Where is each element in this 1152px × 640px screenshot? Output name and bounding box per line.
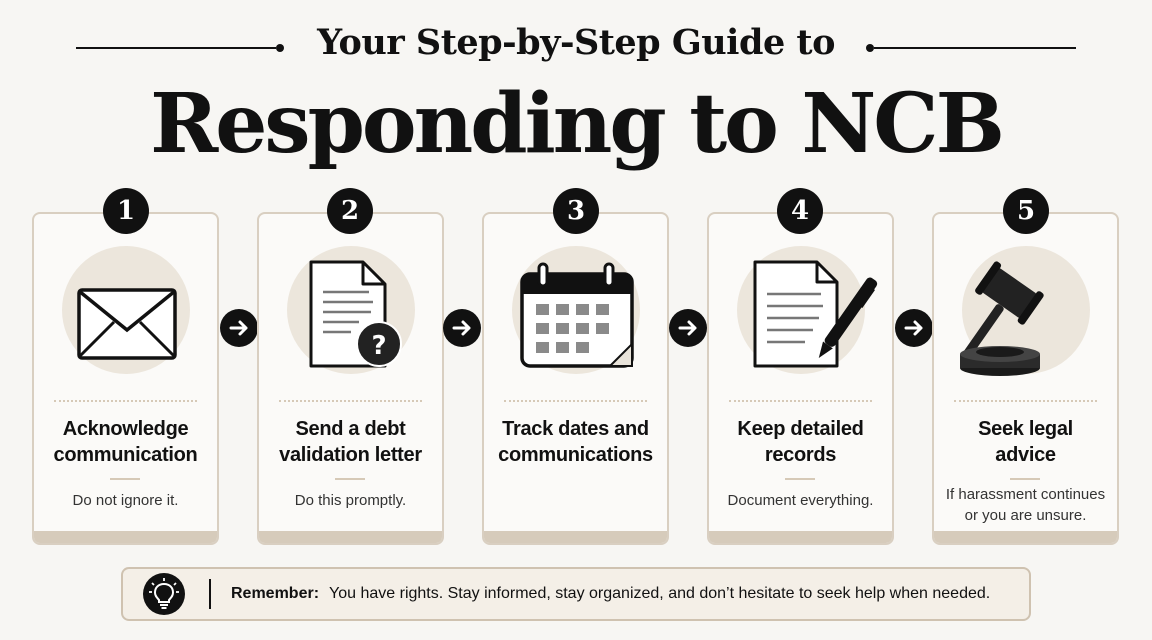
calendar-icon: [484, 244, 667, 384]
step-title: Keep detailed records: [737, 418, 864, 466]
step-note: If harassment continues or you are unsure.: [945, 486, 1106, 524]
reminder-text: You have rights. Stay informed, stay organized, and don’t hesitate to seek help when needed.: [329, 585, 991, 602]
reminder-label: Remember:: [231, 585, 320, 602]
step-note: Do this promptly.: [294, 492, 407, 509]
title-underline: [335, 478, 365, 480]
step-title: Acknowledge communication: [53, 418, 198, 466]
dotted-divider: [729, 400, 872, 402]
dotted-divider: [279, 400, 422, 402]
page-title: Responding to NCB: [150, 76, 1002, 172]
reminder-divider: [209, 579, 211, 609]
step-title: Send a debt validation letter: [279, 418, 422, 466]
card-footer-bar: [934, 531, 1117, 543]
dotted-divider: [54, 400, 197, 402]
card-footer-bar: [709, 531, 892, 543]
step-number-badge-2: 2: [327, 188, 373, 234]
envelope-icon: [34, 244, 217, 384]
step-card-5: [932, 212, 1119, 545]
card-footer-bar: [259, 531, 442, 543]
title-underline: [785, 478, 815, 480]
card-footer-bar: [484, 531, 667, 543]
step-note: Document everything.: [727, 492, 874, 509]
arrow-right-icon: [895, 309, 933, 347]
reminder-message: [231, 569, 1019, 619]
title-underline: [1010, 478, 1040, 480]
step-number-badge-4: 4: [777, 188, 823, 234]
lightbulb-icon: [143, 573, 185, 615]
svg-text:?: ?: [371, 331, 387, 361]
step-title: Seek legal advice: [978, 418, 1073, 466]
reminder-banner: [121, 567, 1031, 621]
page-subtitle: Your Step-by-Step Guide to: [317, 22, 835, 63]
arrow-right-icon: [443, 309, 481, 347]
step-title: Track dates and communications: [498, 418, 653, 466]
step-number-badge-1: 1: [103, 188, 149, 234]
dotted-divider: [504, 400, 647, 402]
document-pen-icon: [709, 244, 892, 384]
arrow-right-icon: [220, 309, 258, 347]
step-card-4: [707, 212, 894, 545]
step-card-3: [482, 212, 669, 545]
step-note: Do not ignore it.: [72, 492, 179, 509]
step-card-1: [32, 212, 219, 545]
step-number-badge-5: 5: [1003, 188, 1049, 234]
gavel-icon: [934, 244, 1117, 384]
arrow-right-icon: [669, 309, 707, 347]
step-card-2: [257, 212, 444, 545]
card-footer-bar: [34, 531, 217, 543]
dotted-divider: [954, 400, 1097, 402]
step-number-badge-3: 3: [553, 188, 599, 234]
title-underline: [110, 478, 140, 480]
document-question-icon: [259, 244, 442, 384]
